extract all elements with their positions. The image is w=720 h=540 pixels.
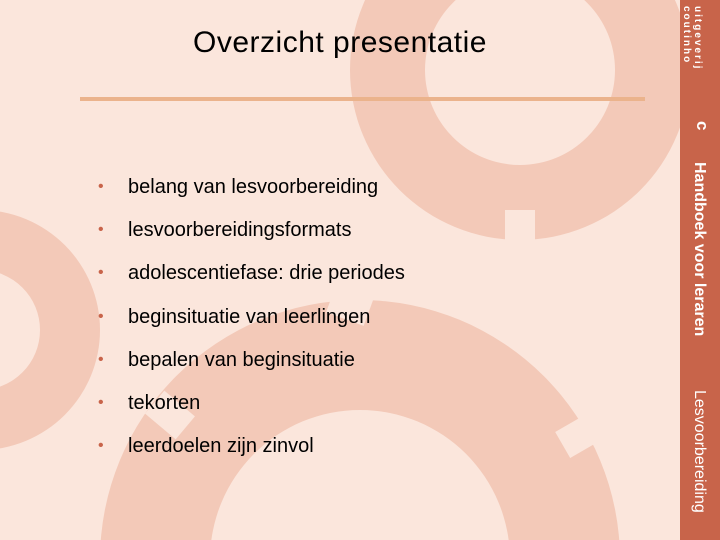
publisher-name: uitgeverij coutinho — [681, 6, 703, 71]
bullet-icon: • — [98, 177, 104, 195]
chapter-label: Lesvoorbereiding — [691, 390, 708, 513]
bullet-icon: • — [98, 264, 104, 282]
list-item: • lesvoorbereidingsformats — [98, 208, 405, 251]
title-divider — [80, 97, 645, 101]
bullet-icon: • — [98, 220, 104, 238]
book-title: Handboek voor leraren — [691, 162, 708, 337]
list-item: • leerdoelen zijn zinvol — [98, 425, 405, 468]
publisher-logo-icon: c — [693, 121, 712, 131]
bullet-icon: • — [98, 437, 104, 455]
bullet-icon: • — [98, 350, 104, 368]
bullet-icon: • — [98, 394, 104, 412]
list-item: • adolescentiefase: drie periodes — [98, 252, 405, 295]
page-title: Overzicht presentatie — [193, 26, 487, 59]
list-item: • bepalen van beginsituatie — [98, 338, 405, 381]
bullet-icon: • — [98, 307, 104, 325]
list-item: • belang van lesvoorbereiding — [98, 165, 405, 208]
list-item: • tekorten — [98, 381, 405, 424]
list-item: • beginsituatie van leerlingen — [98, 295, 405, 338]
bullet-list — [98, 165, 405, 468]
